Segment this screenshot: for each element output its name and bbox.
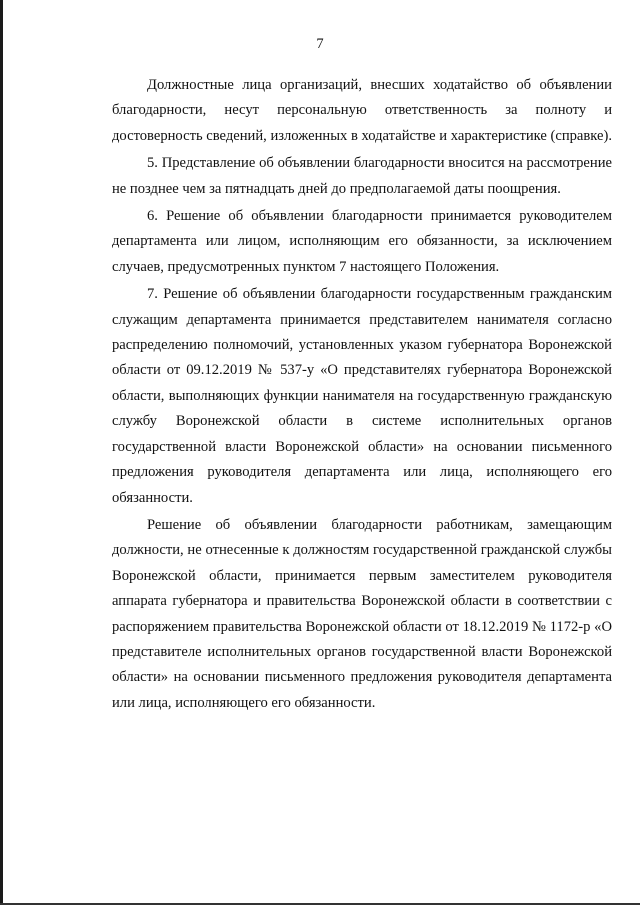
page-number: 7	[316, 36, 324, 52]
document-body	[112, 73, 612, 716]
scan-edge-left	[0, 0, 3, 905]
paragraph-item-7-employees: Решение об объявлении благодарности работникам, замещающим должности, не отнесенные к должностям государственной гражданской службы Воронежской области, принимается первым заместителем руководителя аппарата губернатора и правительства Воронежской области в соответствии с распоряжением правительства Воронежской области от 18.12.2019 № 1172-р «О представителе исполнительных органов государственной власти Воронежской области» на основании письменного предложения руководителя департамента или лица, исполняющего его обязанности.	[112, 516, 612, 711]
paragraph-item-5: 5. Представление об объявлении благодарности вносится на рассмотрение не позднее чем за пятнадцать дней до предполагаемой даты поощрения.	[112, 155, 612, 197]
paragraph-responsibility: Должностные лица организаций, внесших ходатайство об объявлении благодарности, несут персональную ответственность за полноту и достоверность сведений, изложенных в ходатайстве и характеристике (справке).	[112, 77, 613, 144]
paragraph-item-7: 7. Решение об объявлении благодарности государственным гражданским служащим департамента принимается представителем нанимателя согласно распределению полномочий, установленных указом губернатора Воронежской области от 09.12.2019 № 537-у «О представителях губернатора Воронежской области, выполняющих функции нанимателя на государственную гражданскую службу Воронежской области в системе исполнительных органов государственной власти Воронежской области» на основании письменного предложения руководителя департамента или лица, исполняющего его обязанности.	[112, 286, 612, 506]
paragraph-item-6: 6. Решение об объявлении благодарности принимается руководителем департамента или лицом, исполняющим его обязанности, за исключением случаев, предусмотренных пунктом 7 настоящего Положения.	[112, 208, 612, 275]
